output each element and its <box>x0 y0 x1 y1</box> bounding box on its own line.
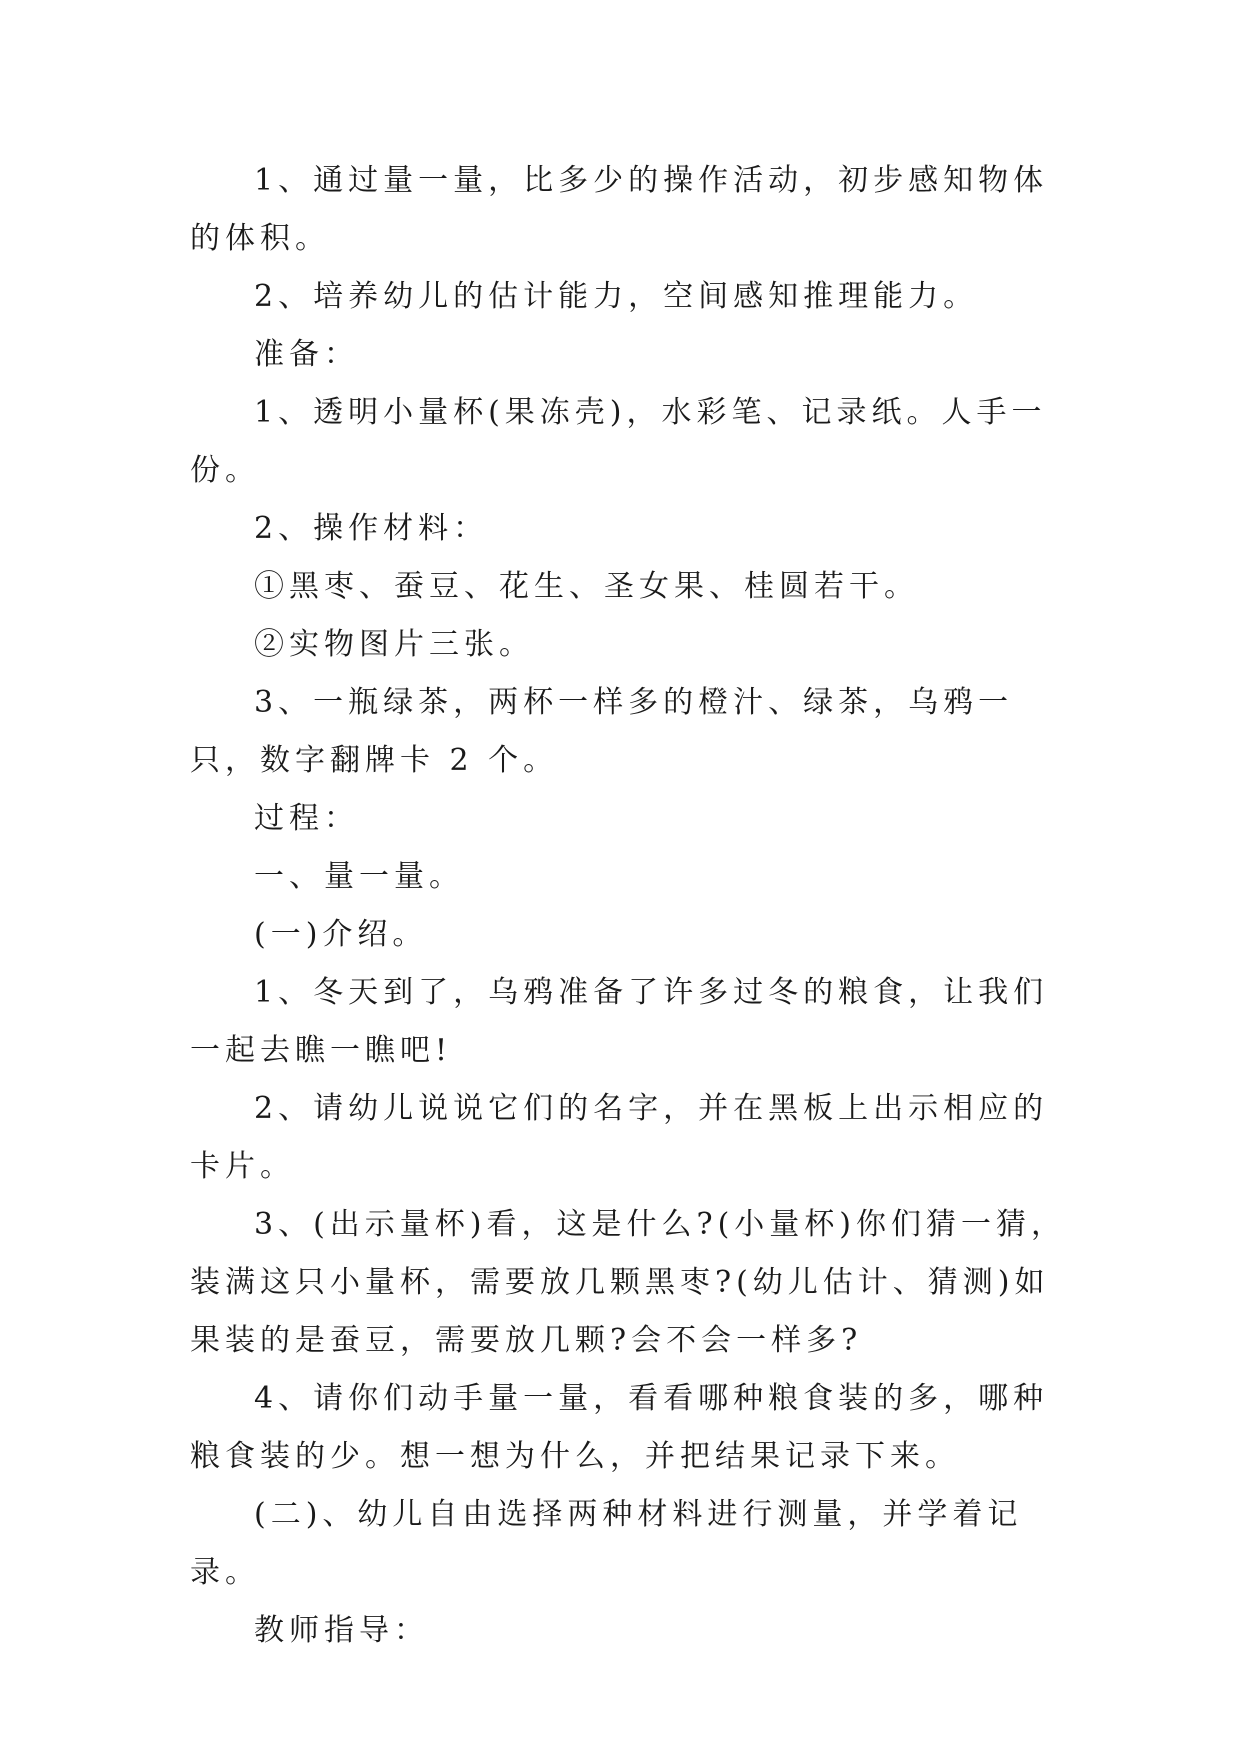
paragraph-step-1: 1、冬天到了，乌鸦准备了许多过冬的粮食，让我们一起去瞧一瞧吧! <box>190 975 1049 1068</box>
document-body <box>190 152 1070 1660</box>
heading-free-choice: (二)、幼儿自由选择两种材料进行测量，并学着记录。 <box>190 1497 1023 1590</box>
paragraph-prep-2a: ①黑枣、蚕豆、花生、圣女果、桂圆若干。 <box>254 569 919 604</box>
paragraph-goal-1: 1、通过量一量，比多少的操作活动，初步感知物体的体积。 <box>190 163 1049 256</box>
paragraph-prep-3: 3、一瓶绿茶，两杯一样多的橙汁、绿茶，乌鸦一只，数字翻牌卡 2 个。 <box>190 685 1014 778</box>
paragraph-step-2: 2、请幼儿说说它们的名字，并在黑板上出示相应的卡片。 <box>190 1091 1049 1184</box>
heading-measure: 一、量一量。 <box>254 859 464 894</box>
paragraph-prep-2b: ②实物图片三张。 <box>254 627 534 662</box>
heading-preparation: 准备： <box>254 337 359 372</box>
heading-intro: (一)介绍。 <box>254 917 428 952</box>
paragraph-goal-2: 2、培养幼儿的估计能力，空间感知推理能力。 <box>254 279 979 314</box>
paragraph-step-3: 3、(出示量杯)看，这是什么?(小量杯)你们猜一猜，装满这只小量杯，需要放几颗黑枣?(幼儿估计、猜测)如果装的是蚕豆，需要放几颗?会不会一样多? <box>190 1207 1066 1358</box>
heading-teacher-guide: 教师指导： <box>254 1613 429 1648</box>
heading-process: 过程： <box>254 801 359 836</box>
paragraph-prep-1: 1、透明小量杯(果冻壳)，水彩笔、记录纸。人手一份。 <box>190 395 1047 488</box>
paragraph-prep-2: 2、操作材料： <box>254 511 489 546</box>
paragraph-step-4: 4、请你们动手量一量，看看哪种粮食装的多，哪种粮食装的少。想一想为什么，并把结果记录下来。 <box>190 1381 1049 1474</box>
